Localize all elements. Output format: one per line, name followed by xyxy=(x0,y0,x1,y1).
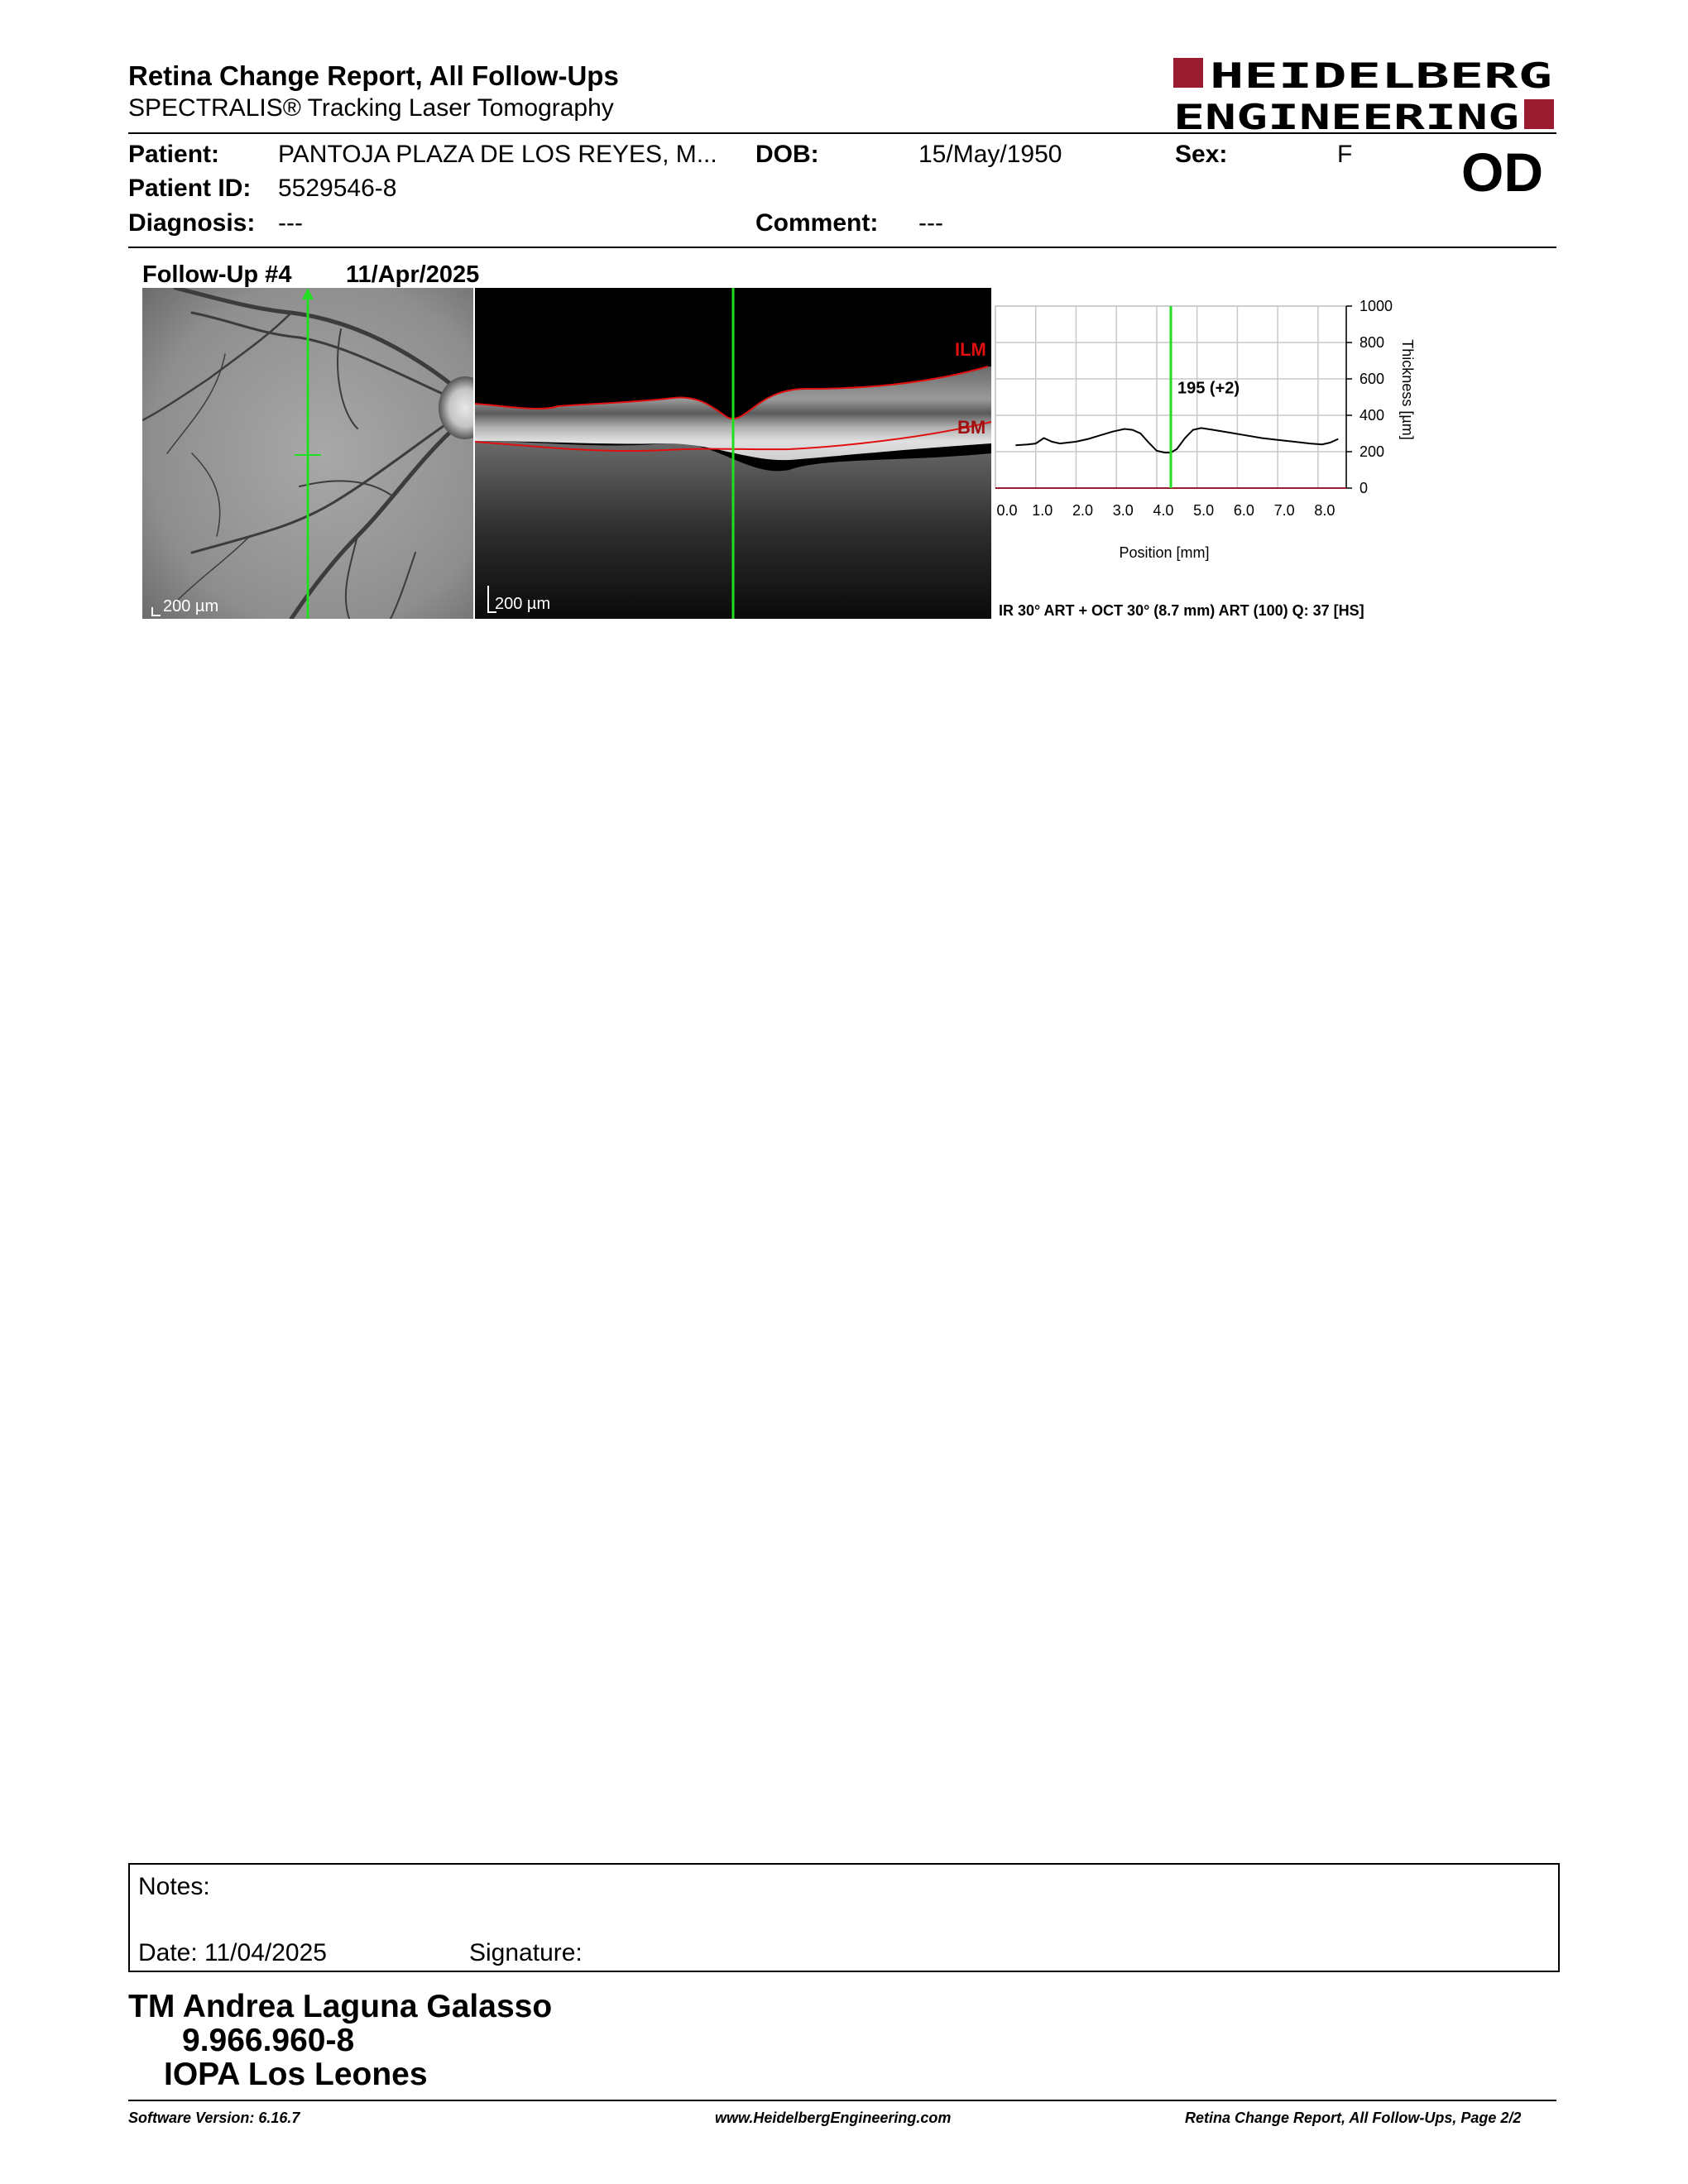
ilm-label: ILM xyxy=(955,339,986,360)
followup-date: 11/Apr/2025 xyxy=(346,261,480,288)
sex-label: Sex: xyxy=(1175,141,1228,168)
followup-label: Follow-Up #4 xyxy=(142,261,292,288)
chart-x-axis-label: Position [mm] xyxy=(1119,544,1210,561)
dob-label: DOB: xyxy=(755,141,819,168)
logo-text-line2: ENGINEERING xyxy=(1173,97,1519,132)
patient-id-value: 5529546-8 xyxy=(278,175,397,202)
chart-marker xyxy=(1171,306,1240,488)
chart-x-tick-label: 8.0 xyxy=(1314,502,1336,519)
sex-value: F xyxy=(1337,141,1353,168)
logo-square-top xyxy=(1173,58,1203,88)
dob-value: 15/May/1950 xyxy=(918,141,1062,168)
chart-y-tick-label: 1000 xyxy=(1360,298,1393,314)
chart-y-axis-label: Thickness [µm] xyxy=(1399,339,1416,440)
chart-x-tick-label: 2.0 xyxy=(1072,502,1093,519)
chart-x-tick-label: 4.0 xyxy=(1153,502,1174,519)
footer-divider xyxy=(128,2100,1556,2101)
bm-label: BM xyxy=(957,417,986,438)
chart-x-tick-label: 1.0 xyxy=(1032,502,1053,519)
institution-name: IOPA Los Leones xyxy=(164,2057,428,2092)
comment-value: --- xyxy=(918,209,943,237)
notes-box xyxy=(128,1863,1560,1972)
fundus-image xyxy=(142,288,473,619)
chart-y-tick-label: 800 xyxy=(1360,334,1385,351)
patient-label: Patient: xyxy=(128,141,220,168)
technician-id: 9.966.960-8 xyxy=(182,2023,355,2058)
diagnosis-value: --- xyxy=(278,209,303,237)
chart-axes xyxy=(995,298,1393,519)
patient-name: PANTOJA PLAZA DE LOS REYES, M... xyxy=(278,141,717,168)
notes-date: Date: 11/04/2025 xyxy=(138,1939,327,1966)
chart-marker-label: 195 (+2) xyxy=(1177,379,1240,398)
chart-series xyxy=(1015,428,1338,453)
chart-y-tick-label: 0 xyxy=(1360,480,1369,496)
bscan-scale-label: 200 µm xyxy=(495,595,551,613)
chart-x-tick-label: 5.0 xyxy=(1193,502,1215,519)
signature-label: Signature: xyxy=(469,1939,583,1966)
logo-square-bottom xyxy=(1524,99,1554,129)
page-indicator: Retina Change Report, All Follow-Ups, Page 2/2 xyxy=(1185,2110,1522,2126)
chart-series-line xyxy=(1015,428,1338,453)
report-title: Retina Change Report, All Follow-Ups xyxy=(128,60,619,91)
diagnosis-label: Diagnosis: xyxy=(128,209,256,237)
header-divider xyxy=(128,132,1556,134)
logo-text-line1: HEIDELBERG xyxy=(1210,56,1552,96)
chart-x-tick-label: 3.0 xyxy=(1112,502,1134,519)
software-version: Software Version: 6.16.7 xyxy=(128,2110,300,2126)
chart-y-tick-label: 200 xyxy=(1360,443,1385,460)
oct-bscan-image xyxy=(475,288,991,619)
thickness-chart xyxy=(989,288,1452,577)
chart-y-tick-label: 600 xyxy=(1360,371,1385,387)
comment-label: Comment: xyxy=(755,209,879,237)
info-divider xyxy=(128,247,1556,248)
chart-x-tick-label: 7.0 xyxy=(1273,502,1295,519)
website-link: www.HeidelbergEngineering.com xyxy=(715,2110,952,2126)
fundus-scale-label: 200 µm xyxy=(163,597,219,615)
notes-label: Notes: xyxy=(138,1873,210,1900)
report-subtitle: SPECTRALIS® Tracking Laser Tomography xyxy=(128,94,614,122)
technician-name: TM Andrea Laguna Galasso xyxy=(128,1989,553,2024)
chart-x-tick-label: 0.0 xyxy=(996,502,1018,519)
chart-y-tick-label: 400 xyxy=(1360,407,1385,424)
eye-label: OD xyxy=(1461,141,1543,203)
scan-parameters: IR 30° ART + OCT 30° (8.7 mm) ART (100) Q: 37 [HS] xyxy=(999,602,1364,619)
heidelberg-logo xyxy=(1173,56,1554,132)
patient-id-label: Patient ID: xyxy=(128,175,252,202)
chart-x-tick-label: 6.0 xyxy=(1233,502,1254,519)
